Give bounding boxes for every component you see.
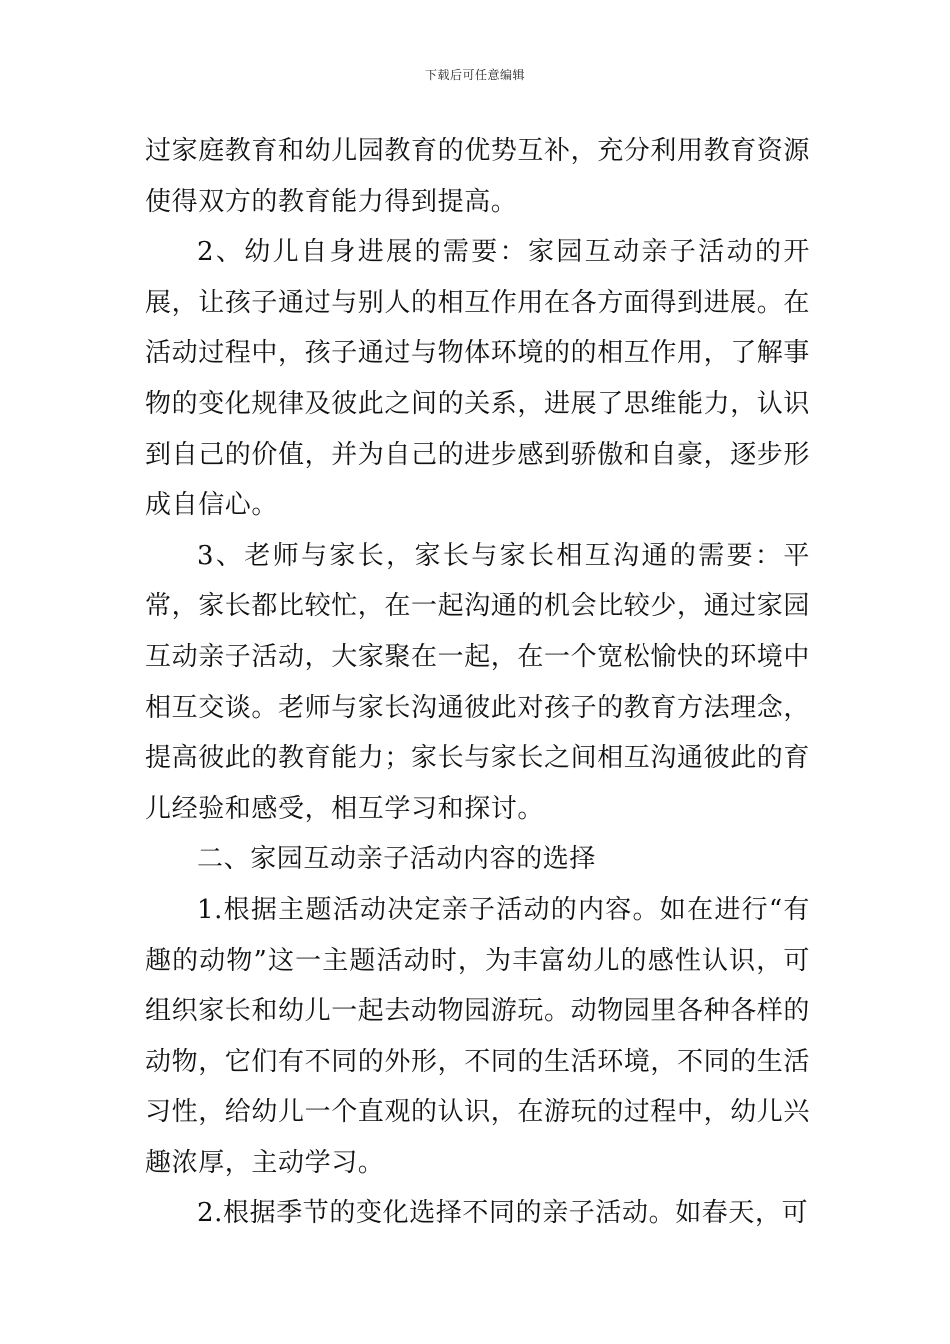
section-heading: 二、家园互动亲子活动内容的选择 xyxy=(197,844,597,875)
paragraph-point-2: 2、幼儿自身进展的需要：家园互动亲子活动的开展，让孩子通过与别人的相互作用在各方面得到进展。在活动过程中，孩子通过与物体环境的的相互作用，了解事物的变化规律及彼此之间的关系，进展了思维能力，认识到自己的价值，并为自己的进步感到骄傲和自豪，逐步形成自信心。 xyxy=(145,237,811,521)
paragraph-item-2: 2.根据季节的变化选择不同的亲子活动。如春天，可 xyxy=(197,1198,809,1229)
document-body xyxy=(145,126,810,1239)
paragraph-item-1: 1.根据主题活动决定亲子活动的内容。如在进行“有趣的动物”这一主题活动时，为丰富幼儿的感性认识，可组织家长和幼儿一起去动物园游玩。动物园里各种各样的动物，它们有不同的外形，不同的生活环境，不同的生活习性，给幼儿一个直观的认识，在游玩的过程中，幼儿兴趣浓厚，主动学习。 xyxy=(145,894,811,1178)
header-note: 下载后可任意编辑 xyxy=(424,68,525,82)
paragraph-point-3: 3、老师与家长，家长与家长相互沟通的需要：平常，家长都比较忙，在一起沟通的机会比较少，通过家园互动亲子活动，大家聚在一起，在一个宽松愉快的环境中相互交谈。老师与家长沟通彼此对孩子的教育方法理念，提高彼此的教育能力；家长与家长之间相互沟通彼此的育儿经验和感受，相互学习和探讨。 xyxy=(145,540,811,824)
paragraph-continuation: 过家庭教育和幼儿园教育的优势互补，充分利用教育资源使得双方的教育能力得到提高。 xyxy=(145,136,811,217)
